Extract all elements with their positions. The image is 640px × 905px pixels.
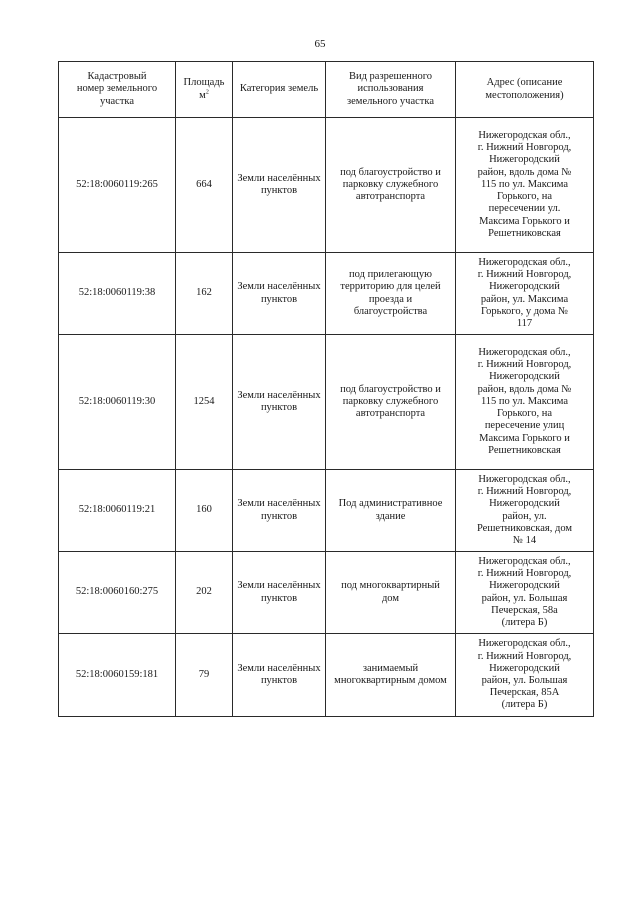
cadastral-number-cell: 52:18:0060119:30: [59, 335, 176, 470]
address-cell-line: район, ул. Большая: [481, 592, 568, 604]
address-cell-line: 115 по ул. Максима: [480, 178, 569, 190]
permitted-use-cell: [326, 552, 456, 634]
header-superscript: 2: [205, 89, 209, 95]
area-cell: 160: [176, 470, 233, 552]
address-cell-line: (литера Б): [501, 699, 548, 711]
table-header: [59, 62, 594, 118]
land-category-cell-line: Земли населённых: [237, 580, 321, 592]
permitted-use-cell-line: под благоустройство и: [340, 383, 441, 395]
permitted-use-cell-line: под благоустройство и: [340, 166, 441, 178]
address-cell-line: район, ул.: [502, 510, 547, 522]
address-cell-line: Нижегородская обл.,: [478, 130, 571, 142]
address-cell-line: Нижегородский: [489, 662, 560, 674]
address-cell-line: район, вдоль дома №: [477, 383, 572, 395]
address-cell-line: район, вдоль дома №: [477, 166, 572, 178]
permitted-use-cell-line: проезда и: [368, 293, 413, 305]
address-cell: [456, 253, 594, 335]
header-line: Кадастровый: [87, 71, 147, 83]
address-cell-line: Нижегородский: [489, 281, 560, 293]
address-cell-line: Печерская, 58а: [491, 604, 558, 616]
page-number: 65: [314, 38, 326, 50]
permitted-use-cell-line: здание: [375, 510, 406, 522]
land-category-cell-line: Земли населённых: [237, 281, 321, 293]
header-line: Категория земель: [239, 83, 319, 95]
address-cell-line: Нижегородский: [489, 371, 560, 383]
header-line: местоположения): [485, 89, 564, 101]
permitted-use-cell-line: под прилегающую: [349, 269, 432, 281]
land-category-cell: [233, 634, 326, 717]
permitted-use-cell-line: территорию для целей: [340, 281, 441, 293]
address-cell: [456, 118, 594, 253]
area-cell: 664: [176, 118, 233, 253]
permitted-use-cell: [326, 118, 456, 253]
header-line: земельного участка: [347, 95, 434, 107]
land-category-cell-line: Земли населённых: [237, 172, 321, 184]
land-category-cell-line: пунктов: [260, 402, 298, 413]
land-category-cell: [233, 335, 326, 470]
address-cell-line: пересечении ул.: [488, 203, 561, 215]
address-cell-line: район, ул. Большая: [481, 675, 568, 686]
header-line: Вид разрешенного: [348, 71, 433, 83]
header-line: Площадь: [183, 77, 225, 89]
table-row: [59, 634, 594, 717]
address-cell: [456, 335, 594, 470]
address-cell-line: пересечение улиц: [484, 420, 565, 432]
header-address: [456, 62, 594, 118]
cadastral-number-cell: 52:18:0060160:275: [59, 552, 176, 634]
address-cell-line: Нижегородский: [489, 154, 560, 166]
address-cell-line: Решетниковская: [488, 444, 561, 456]
address-cell-line: (литера Б): [501, 616, 548, 628]
permitted-use-cell: [326, 253, 456, 335]
header-permitted-use: [326, 62, 456, 118]
address-cell-line: Максима Горького и: [479, 432, 570, 444]
land-category-cell: [233, 253, 326, 335]
land-category-cell-line: пунктов: [260, 675, 298, 686]
address-cell-line: Решетниковская, дом: [476, 522, 573, 534]
land-category-cell-line: Земли населённых: [237, 389, 321, 401]
header-line: Адрес (описание: [486, 77, 563, 89]
address-cell: [456, 552, 594, 634]
table-body: [59, 118, 594, 717]
header-line: участка: [99, 95, 135, 107]
land-category-cell-line: пунктов: [260, 293, 298, 305]
permitted-use-cell: [326, 335, 456, 470]
address-cell-line: г. Нижний Новгород,: [477, 650, 572, 662]
header-land-category: [233, 62, 326, 118]
cadastral-number-cell: 52:18:0060159:181: [59, 634, 176, 717]
area-cell: 162: [176, 253, 233, 335]
permitted-use-cell-line: Под административное: [338, 498, 443, 510]
address-cell-line: Нижегородский: [489, 498, 560, 510]
address-cell-line: Решетниковская: [488, 227, 561, 239]
header-line: использования: [357, 83, 424, 95]
address-cell-line: Нижегородская обл.,: [478, 555, 571, 567]
cadastral-number-cell: 52:18:0060119:265: [59, 118, 176, 253]
table-row: [59, 253, 594, 335]
cadastral-number-cell: 52:18:0060119:38: [59, 253, 176, 335]
address-cell: [456, 634, 594, 717]
land-category-cell-line: пунктов: [260, 592, 298, 604]
land-plots-table: [58, 61, 594, 717]
permitted-use-cell-line: автотранспорта: [355, 191, 426, 203]
permitted-use-cell-line: многоквартирным домом: [334, 675, 447, 686]
permitted-use-cell-line: дом: [381, 592, 400, 604]
table-row: [59, 118, 594, 253]
address-cell-line: г. Нижний Новгород,: [477, 486, 572, 498]
address-cell-line: Нижегородский: [489, 580, 560, 592]
address-cell-line: Максима Горького и: [479, 215, 570, 227]
permitted-use-cell-line: парковку служебного: [342, 178, 439, 190]
table-row: [59, 552, 594, 634]
address-cell-line: г. Нижний Новгород,: [477, 568, 572, 580]
land-category-cell: [233, 118, 326, 253]
address-cell-line: 117: [516, 317, 533, 329]
address-cell-line: Горького, на: [496, 191, 553, 203]
address-cell-line: г. Нижний Новгород,: [477, 269, 572, 281]
address-cell-line: г. Нижний Новгород,: [477, 142, 572, 154]
land-category-cell-line: Земли населённых: [237, 498, 321, 510]
permitted-use-cell-line: автотранспорта: [355, 408, 426, 420]
address-cell-line: район, ул. Максима: [480, 293, 569, 305]
permitted-use-cell-line: парковку служебного: [342, 395, 439, 407]
header-line: $м^2$: [199, 89, 209, 101]
land-category-cell-line: пунктов: [260, 510, 298, 522]
address-cell-line: Горького, у дома №: [481, 305, 568, 317]
header-area: [176, 62, 233, 118]
area-cell: 202: [176, 552, 233, 634]
address-cell-line: № 14: [512, 534, 537, 546]
land-category-cell: [233, 470, 326, 552]
permitted-use-cell: [326, 470, 456, 552]
header-row: [59, 62, 594, 118]
header-cadastral-number: [59, 62, 176, 118]
table-row: [59, 335, 594, 470]
area-cell: 79: [176, 634, 233, 717]
address-cell-line: Нижегородская обл.,: [478, 256, 571, 268]
land-category-cell-line: пунктов: [260, 185, 298, 196]
area-cell: 1254: [176, 335, 233, 470]
address-cell-line: Нижегородская обл.,: [478, 347, 571, 359]
table-row: [59, 470, 594, 552]
address-cell-line: 115 по ул. Максима: [480, 395, 569, 407]
land-category-cell-line: Земли населённых: [237, 662, 321, 674]
address-cell-line: г. Нижний Новгород,: [477, 359, 572, 371]
address-cell-line: Горького, на: [496, 408, 553, 420]
permitted-use-cell-line: под многоквартирный: [341, 580, 440, 592]
address-cell-line: Печерская, 85А: [489, 687, 560, 699]
land-category-cell: [233, 552, 326, 634]
permitted-use-cell-line: занимаемый: [362, 662, 419, 674]
header-line: номер земельного: [76, 83, 158, 95]
address-cell-line: Нижегородская обл.,: [478, 638, 571, 650]
permitted-use-cell-line: благоустройства: [353, 305, 428, 317]
cadastral-number-cell: 52:18:0060119:21: [59, 470, 176, 552]
address-cell-line: Нижегородская обл.,: [478, 473, 571, 485]
address-cell: [456, 470, 594, 552]
permitted-use-cell: [326, 634, 456, 717]
